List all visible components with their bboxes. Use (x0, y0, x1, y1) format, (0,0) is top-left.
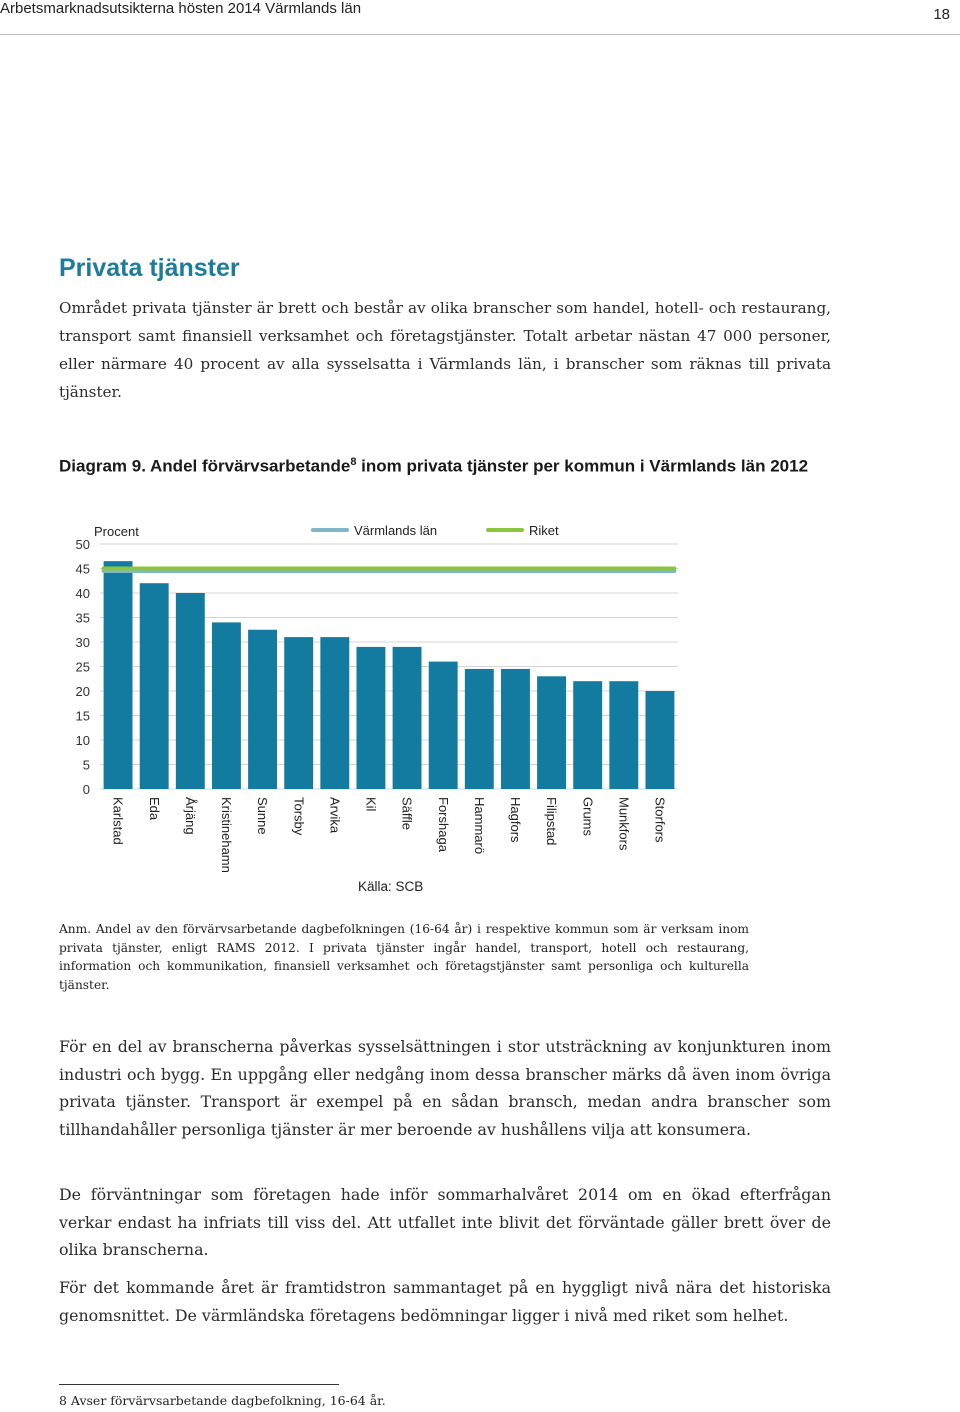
bar (537, 676, 566, 789)
x-axis-labels (111, 797, 668, 873)
x-tick-label: Karlstad (110, 797, 126, 845)
chart-legend (313, 523, 559, 538)
y-tick-label: 20 (75, 684, 90, 699)
bar (429, 662, 458, 789)
x-tick-label: Sunne (255, 797, 271, 835)
x-tick-label: Eda (146, 797, 162, 821)
y-axis-ticks (76, 537, 90, 797)
bar (212, 622, 241, 789)
x-tick-label: Forshaga (435, 797, 451, 852)
bar (104, 561, 133, 789)
y-tick-label: 30 (75, 635, 90, 650)
x-tick-label: Kil (363, 797, 379, 812)
bar (284, 637, 313, 789)
reference-lines (104, 569, 675, 571)
y-tick-label: 35 (75, 610, 90, 626)
y-tick-label: 50 (75, 537, 90, 552)
x-tick-label: Hagfors (508, 797, 523, 843)
x-tick-label: Hammarö (471, 797, 487, 855)
x-tick-label: Säffle (399, 797, 415, 831)
bar (248, 630, 277, 789)
x-tick-label: Grums (580, 797, 596, 836)
x-tick-label: Kristinehamn (219, 797, 234, 873)
bar (573, 681, 602, 789)
diagram-title-text: Diagram 9. Andel förvärvsarbetande (59, 456, 351, 476)
bar (645, 691, 674, 789)
page-number: 18 (933, 6, 950, 23)
bar (356, 647, 385, 789)
bar (609, 681, 638, 789)
chart-source: Källa: SCB (358, 879, 424, 894)
section-title: Privata tjänster (59, 254, 240, 282)
x-tick-label: Torsby (291, 797, 307, 836)
running-header-title: Arbetsmarknadsutsikterna hösten 2014 Värmlands län (0, 0, 362, 17)
header-divider (0, 34, 960, 35)
y-tick-label: 25 (75, 659, 90, 675)
footnote-divider (59, 1384, 339, 1385)
chart-note: Anm. Andel av den förvärvsarbetande dagbefolkningen (16-64 år) i respektive kommun som är verksam inom privata tjänster, enligt RAMS 2012. I privata tjänster ingår handel, transport, hotell och restaurang, information och kommunikation, finansiell verksamhet och företagstjänster samt personliga och kulturella tjänster. (59, 922, 749, 992)
bar (320, 637, 349, 789)
footnote: 8 Avser förvärvsarbetande dagbefolkning, 16-64 år. (59, 1393, 386, 1408)
legend-label: Riket (529, 523, 559, 538)
intro-paragraph: Området privata tjänster är brett och består av olika branscher som handel, hotell- och restaurang, transport samt finansiell verksamhet och företagstjänster. Totalt arbetar nästan 47 000 personer, eller närmare 40 procent av alla sysselsatta i Värmlands län, i branscher som räknas till privata tjänster. (59, 299, 831, 401)
body-paragraph-1: För en del av branscherna påverkas sysselsättningen i stor utsträckning av konjunkturen inom industri och bygg. En uppgång eller nedgång inom dessa branscher märks då även inom övriga privata tjänster. Transport är exempel på en sådan bransch, medan andra branscher som tillhandahåller personliga tjänster är mer beroende av hushållens vilja att konsumera. (59, 1037, 831, 1139)
diagram-title-text-cont: inom privata tjänster per kommun i Värmlands län 2012 (356, 456, 809, 476)
bar-chart (60, 510, 700, 905)
body-paragraph-2: De förväntningar som företagen hade inför sommarhalvåret 2014 om en ökad efterfrågan verkar endast ha infriats till viss del. Att utfallet inte blivit det förväntade gäller brett över de olika branscherna. (59, 1185, 831, 1259)
y-tick-label: 15 (75, 708, 90, 724)
y-axis-label: Procent (94, 524, 139, 539)
body-paragraph-3: För det kommande året är framtidstron sammantaget på en hyggligt nivå nära det historiska genomsnittet. De värmländska företagens bedömningar ligger i nivå med riket som helhet. (59, 1278, 831, 1325)
x-tick-label: Årjäng (182, 797, 198, 835)
y-tick-label: 0 (82, 782, 90, 797)
x-tick-label: Munkfors (616, 797, 632, 851)
y-tick-label: 40 (75, 586, 90, 601)
bar (501, 669, 530, 789)
y-tick-label: 45 (75, 561, 90, 577)
x-tick-label: Arvika (327, 797, 343, 834)
bar (140, 583, 169, 789)
y-tick-label: 5 (82, 757, 90, 773)
y-tick-label: 10 (75, 733, 90, 748)
x-tick-label: Filipstad (544, 797, 560, 846)
x-tick-label: Storfors (652, 797, 668, 843)
bar (176, 593, 205, 789)
diagram-title (59, 450, 819, 479)
bar (393, 647, 422, 789)
bar (465, 669, 494, 789)
footnote-reference: 8 (350, 456, 357, 468)
legend-label: Värmlands län (354, 523, 438, 538)
chart-bars (104, 561, 675, 789)
